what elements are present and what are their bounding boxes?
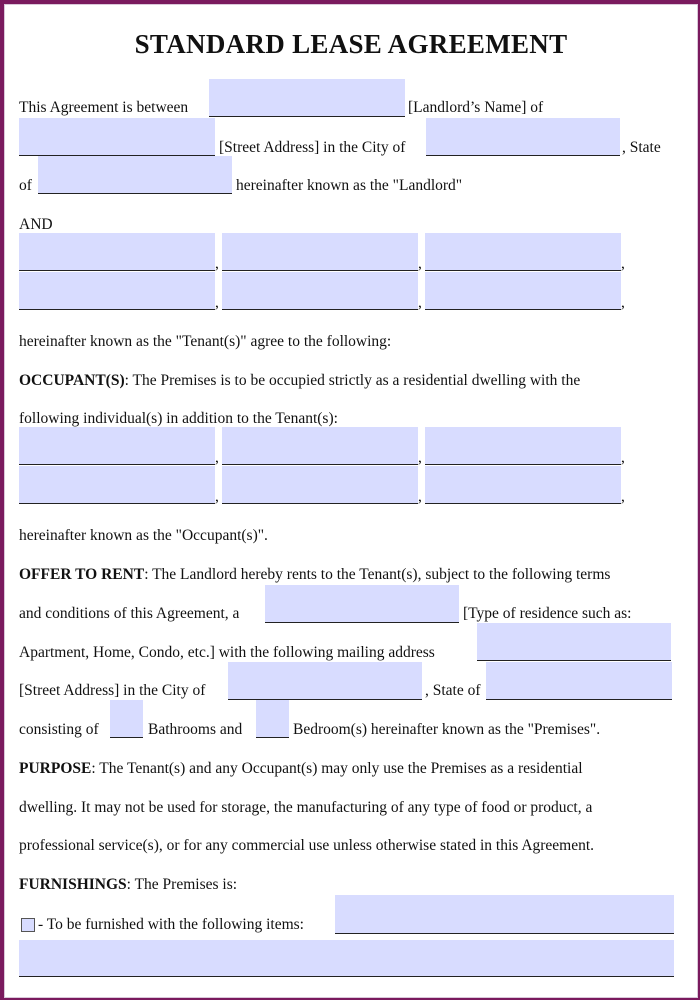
consisting-of-label: consisting of <box>19 721 99 738</box>
occupant-name-field-6[interactable] <box>425 466 621 504</box>
tenant-name-field-1[interactable] <box>19 233 215 271</box>
occupant-name-field-2[interactable] <box>222 427 418 465</box>
separator-comma: , <box>418 488 422 505</box>
bedrooms-label: Bedroom(s) hereinafter known as the "Premises". <box>293 721 601 738</box>
bathrooms-label: Bathrooms and <box>148 721 243 738</box>
offer-paragraph-line1 <box>19 566 610 584</box>
tenant-name-field-3[interactable] <box>425 233 621 271</box>
mailing-address-field[interactable] <box>477 623 671 661</box>
premises-city-field[interactable] <box>228 662 422 700</box>
and-label: AND <box>19 216 53 233</box>
landlord-name-field[interactable] <box>209 79 405 117</box>
furnished-option-label: - To be furnished with the following items: <box>38 916 304 933</box>
separator-comma: , <box>215 294 219 311</box>
purpose-paragraph-line2: dwelling. It may not be used for storage, the manufacturing of any type of food or product, a <box>19 799 593 816</box>
separator-comma: , <box>418 449 422 466</box>
purpose-text: : The Tenant(s) and any Occupant(s) may only use the Premises as a residential <box>91 760 583 777</box>
landlord-state-field[interactable] <box>38 156 232 194</box>
landlord-of-label: of <box>19 177 32 194</box>
separator-comma: , <box>215 255 219 272</box>
landlord-state-label: , State <box>622 139 661 156</box>
separator-comma: , <box>621 294 625 311</box>
tenants-known-as-text: hereinafter known as the "Tenant(s)" agree to the following: <box>19 333 392 350</box>
tenant-name-field-4[interactable] <box>19 272 215 310</box>
landlord-street-label: [Street Address] in the City of <box>219 139 406 156</box>
bathrooms-field[interactable] <box>110 700 143 738</box>
occupant-name-field-5[interactable] <box>222 466 418 504</box>
separator-comma: , <box>215 488 219 505</box>
separator-comma: , <box>418 255 422 272</box>
furnishings-paragraph <box>19 876 237 894</box>
occupant-name-field-4[interactable] <box>19 466 215 504</box>
tenant-name-field-6[interactable] <box>425 272 621 310</box>
purpose-paragraph-line1 <box>19 760 583 778</box>
purpose-paragraph-line3: professional service(s), or for any commercial use unless otherwise stated in this Agreement. <box>19 837 595 854</box>
occupant-name-field-1[interactable] <box>19 427 215 465</box>
tenant-name-field-5[interactable] <box>222 272 418 310</box>
occupants-paragraph-line2: following individual(s) in addition to the Tenant(s): <box>19 410 338 427</box>
occupants-text: : The Premises is to be occupied strictly as a residential dwelling with the <box>124 372 581 389</box>
bedrooms-field[interactable] <box>256 700 289 738</box>
premises-state-field[interactable] <box>486 662 672 700</box>
residence-type-label: [Type of residence such as: <box>463 605 632 622</box>
agreement-intro-text: This Agreement is between <box>19 99 189 116</box>
separator-comma: , <box>621 449 625 466</box>
separator-comma: , <box>621 255 625 272</box>
offer-line2-text: and conditions of this Agreement, a <box>19 605 240 622</box>
furnished-items-field[interactable] <box>335 895 674 934</box>
occupant-name-field-3[interactable] <box>425 427 621 465</box>
purpose-heading: PURPOSE <box>19 760 92 777</box>
furnished-checkbox[interactable] <box>21 918 35 932</box>
document-title: STANDARD LEASE AGREEMENT <box>134 29 568 59</box>
premises-state-label: , State of <box>425 682 481 699</box>
residence-type-field[interactable] <box>265 585 459 623</box>
offer-heading: OFFER TO RENT <box>19 566 145 583</box>
offer-text: : The Landlord hereby rents to the Tenant(s), subject to the following terms <box>144 566 611 583</box>
premises-street-label: [Street Address] in the City of <box>19 682 206 699</box>
occupants-known-as-text: hereinafter known as the "Occupant(s)". <box>19 527 268 544</box>
separator-comma: , <box>418 294 422 311</box>
separator-comma: , <box>621 488 625 505</box>
furnished-items-field-2[interactable] <box>19 940 674 977</box>
occupants-heading: OCCUPANT(S) <box>19 372 125 389</box>
occupants-paragraph-line1 <box>19 372 580 390</box>
landlord-city-field[interactable] <box>426 118 620 156</box>
tenant-name-field-2[interactable] <box>222 233 418 271</box>
furnishings-heading: FURNISHINGS <box>19 876 127 893</box>
landlord-known-as-text: hereinafter known as the "Landlord" <box>236 177 463 194</box>
landlord-name-label: [Landlord’s Name] of <box>408 99 544 116</box>
lease-document-page <box>4 4 698 998</box>
landlord-street-field[interactable] <box>19 118 215 156</box>
furnishings-text: : The Premises is: <box>126 876 238 893</box>
offer-line3-text: Apartment, Home, Condo, etc.] with the following mailing address <box>19 644 435 661</box>
separator-comma: , <box>215 449 219 466</box>
